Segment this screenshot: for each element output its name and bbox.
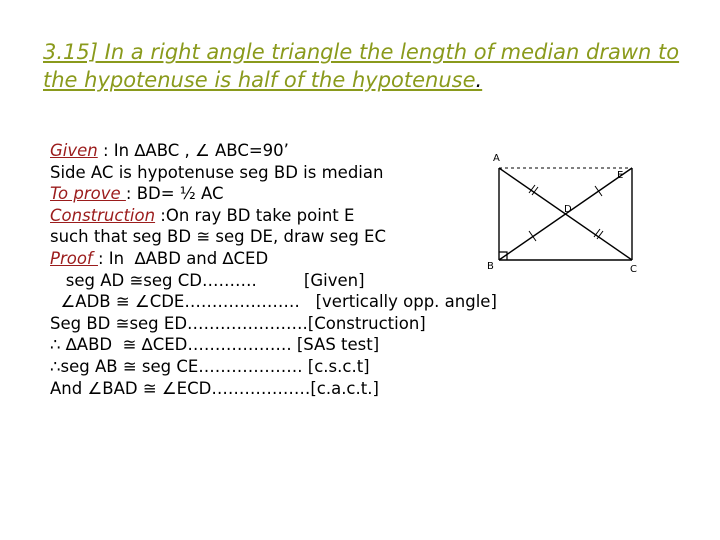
title-text: 3.15] In a right angle triangle the length of median drawn to the hypotenuse is half of the hypotenuse xyxy=(43,40,680,92)
slide-title xyxy=(43,38,683,94)
given-text: : In ∆ABC , ∠ ABC=90’ xyxy=(97,141,289,160)
proof-step-4 xyxy=(50,334,497,356)
label-e: E xyxy=(617,170,624,181)
proof-body xyxy=(50,140,497,399)
proof-step-1-text: seg AD ≅seg CD………. [Given] xyxy=(50,270,365,290)
proof-step-3 xyxy=(50,313,497,335)
hypotenuse-line xyxy=(50,162,497,184)
given-line xyxy=(50,140,497,162)
given-label: Given xyxy=(50,141,98,160)
to-prove-label: To prove xyxy=(50,184,126,204)
proof-step-1 xyxy=(50,270,497,292)
label-a: A xyxy=(493,153,500,164)
proof-step-2 xyxy=(50,291,497,313)
construction-detail-line xyxy=(50,226,497,248)
proof-step-5-text: ∴seg AB ≅ seg CE………………. [c.s.c.t] xyxy=(50,356,370,376)
construction-text: :On ray BD take point E xyxy=(155,205,355,225)
proof-label: Proof xyxy=(50,248,98,268)
label-c: C xyxy=(630,264,637,275)
construction-line xyxy=(50,205,497,227)
to-prove-line xyxy=(50,183,497,205)
proof-step-6 xyxy=(50,378,497,400)
proof-text: : In ∆ABD and ∆CED xyxy=(97,248,269,268)
label-b: B xyxy=(487,261,494,272)
title-end: . xyxy=(475,68,483,92)
proof-line xyxy=(50,248,497,270)
triangle-figure xyxy=(484,148,644,276)
to-prove-text: : BD= ½ AC xyxy=(125,184,224,204)
construction-detail-text: such that seg BD ≅ seg DE, draw seg EC xyxy=(50,227,386,247)
hypotenuse-text: Side AC is hypotenuse seg BD is median xyxy=(50,162,384,182)
proof-step-3-text: Seg BD ≅seg ED………………….[Construction] xyxy=(50,313,426,333)
tick-bd xyxy=(529,231,536,241)
construction-label: Construction xyxy=(50,205,156,225)
proof-step-5 xyxy=(50,356,497,378)
proof-step-4-text: ∴ ∆ABD ≅ ∆CED………………. [SAS test] xyxy=(50,335,380,355)
tick-de xyxy=(595,186,602,196)
proof-step-2-text: ∠ADB ≅ ∠CDE………………… [vertically opp. angle] xyxy=(50,292,497,312)
label-d: D xyxy=(564,204,572,215)
proof-step-6-text: And ∠BAD ≅ ∠ECD………………[c.a.c.t.] xyxy=(50,378,379,398)
